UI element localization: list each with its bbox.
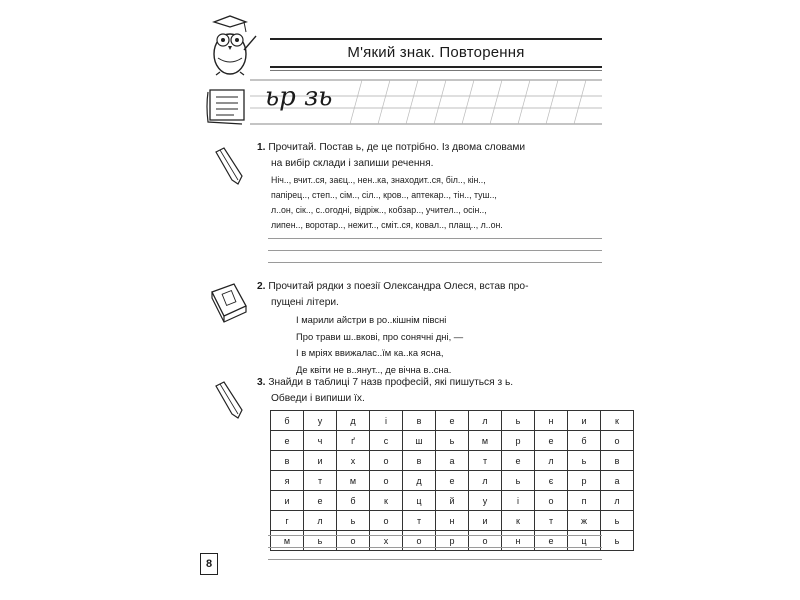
grid-cell[interactable]: о (535, 491, 568, 511)
poem-line: І марили айстри в ро..кішнім півсні (296, 314, 447, 325)
grid-cell[interactable]: е (535, 431, 568, 451)
task-2-instruction (257, 279, 602, 311)
grid-cell[interactable]: и (271, 491, 304, 511)
grid-cell[interactable]: і (370, 411, 403, 431)
grid-cell[interactable]: н (436, 511, 469, 531)
grid-cell[interactable]: в (403, 411, 436, 431)
grid-cell[interactable]: е (436, 471, 469, 491)
task-3-number: 3. (257, 377, 266, 388)
grid-cell[interactable]: г (271, 511, 304, 531)
grid-cell[interactable]: ь (502, 411, 535, 431)
grid-cell[interactable]: ж (568, 511, 601, 531)
grid-cell[interactable]: е (535, 531, 568, 551)
grid-cell[interactable]: т (535, 511, 568, 531)
grid-cell[interactable]: о (370, 511, 403, 531)
task-1-words (271, 173, 603, 233)
owl-teacher-icon (200, 14, 258, 76)
grid-cell[interactable]: с (370, 431, 403, 451)
grid-cell[interactable]: п (568, 491, 601, 511)
page-title: М'який знак. Повторення (270, 38, 602, 68)
grid-cell[interactable]: и (304, 451, 337, 471)
grid-cell[interactable]: б (271, 411, 304, 431)
grid-cell[interactable]: у (304, 411, 337, 431)
grid-cell[interactable]: и (469, 511, 502, 531)
task-2-line2: пущені літери. (271, 297, 339, 308)
task-2-line1: Прочитай рядки з поезії Олександра Олеся, встав про- (268, 281, 529, 292)
task-1-line1: Прочитай. Постав ь, де це потрібно. Із двома словами (268, 142, 526, 153)
grid-cell[interactable]: е (436, 411, 469, 431)
task-2-number: 2. (257, 281, 266, 292)
poem-line: Про трави ш..вкові, про сонячні дні, — (296, 330, 464, 342)
pencil-icon (212, 146, 246, 186)
letter-grid (270, 410, 634, 551)
poem-line: І в мріях ввижалас..їм ка..ка ясна, (296, 347, 444, 358)
grid-cell[interactable]: н (535, 411, 568, 431)
grid-cell[interactable]: р (568, 471, 601, 491)
grid-cell[interactable]: л (535, 451, 568, 471)
grid-cell[interactable]: а (436, 451, 469, 471)
grid-cell[interactable]: л (469, 411, 502, 431)
grid-cell[interactable]: т (469, 451, 502, 471)
grid-row (271, 411, 634, 431)
grid-cell[interactable]: ч (304, 431, 337, 451)
answer-line (268, 547, 602, 548)
answer-line (268, 262, 602, 263)
grid-cell[interactable]: у (469, 491, 502, 511)
task-3-line2: Обведи і випиши їх. (271, 393, 365, 404)
grid-cell[interactable]: н (502, 531, 535, 551)
grid-row (271, 451, 634, 471)
grid-cell[interactable]: ь (568, 451, 601, 471)
grid-row (271, 491, 634, 511)
grid-cell[interactable]: ц (568, 531, 601, 551)
grid-cell[interactable]: м (337, 471, 370, 491)
grid-cell[interactable]: ґ (337, 431, 370, 451)
grid-cell[interactable]: ь (502, 471, 535, 491)
grid-cell[interactable]: м (469, 431, 502, 451)
title-rule (270, 70, 602, 71)
grid-cell[interactable]: б (568, 431, 601, 451)
grid-cell[interactable]: о (337, 531, 370, 551)
grid-cell[interactable]: х (370, 531, 403, 551)
grid-cell[interactable]: в (403, 451, 436, 471)
task-1-number: 1. (257, 142, 266, 153)
answer-line (268, 535, 602, 536)
grid-cell[interactable]: е (502, 451, 535, 471)
grid-cell[interactable]: о (370, 471, 403, 491)
grid-cell[interactable]: к (370, 491, 403, 511)
grid-cell[interactable]: я (271, 471, 304, 491)
task-1-line2: на вибір склади і запиши речення. (271, 158, 434, 169)
pencil-icon (212, 380, 246, 420)
poem-line: Де квіти не в..янут.., де вічна в..сна. (296, 363, 452, 375)
grid-cell[interactable]: т (304, 471, 337, 491)
grid-cell[interactable]: х (337, 451, 370, 471)
grid-cell[interactable]: р (436, 531, 469, 551)
poem (296, 312, 596, 378)
grid-cell[interactable]: о (469, 531, 502, 551)
grid-cell[interactable]: о (601, 431, 634, 451)
grid-cell[interactable]: м (271, 531, 304, 551)
grid-cell[interactable]: ь (337, 511, 370, 531)
notebook-icon (204, 86, 252, 128)
grid-cell[interactable]: о (403, 531, 436, 551)
grid-cell[interactable]: й (436, 491, 469, 511)
grid-cell[interactable]: о (370, 451, 403, 471)
grid-cell[interactable]: л (601, 491, 634, 511)
grid-cell[interactable]: е (271, 431, 304, 451)
word-line: липен.., воротар.., нежит.., сміт..ся, ковал.., плащ.., л..он. (271, 220, 503, 230)
cursive-sample: ьр зь (265, 82, 333, 112)
grid-cell[interactable]: ь (601, 511, 634, 531)
grid-cell[interactable]: т (403, 511, 436, 531)
answer-line (268, 238, 602, 239)
grid-cell[interactable]: ь (601, 531, 634, 551)
word-line: л..он, сік.., с..огодні, відріж.., кобзар.., учител.., осін.., (271, 205, 487, 215)
grid-cell[interactable]: а (601, 471, 634, 491)
grid-cell[interactable]: р (502, 431, 535, 451)
grid-cell[interactable]: д (337, 411, 370, 431)
grid-cell[interactable]: к (502, 511, 535, 531)
grid-cell[interactable]: ш (403, 431, 436, 451)
grid-cell[interactable]: ь (436, 431, 469, 451)
word-line: Ніч.., вчит..ся, заєц.., нен..ка, знаходит..ся, біл.., кін.., (271, 175, 486, 185)
grid-cell[interactable]: в (271, 451, 304, 471)
grid-row (271, 511, 634, 531)
grid-cell[interactable]: и (568, 411, 601, 431)
grid-cell[interactable]: в (601, 451, 634, 471)
page-number: 8 (200, 553, 218, 575)
task-3-instruction (257, 375, 602, 407)
grid-cell[interactable]: е (304, 491, 337, 511)
grid-cell[interactable]: л (304, 511, 337, 531)
answer-line (268, 559, 602, 560)
answer-line (268, 250, 602, 251)
word-line: папірец.., степ.., сім.., сіл.., кров.., аптекар.., тін.., туш.., (271, 190, 497, 200)
grid-cell[interactable]: є (535, 471, 568, 491)
grid-cell[interactable]: л (469, 471, 502, 491)
book-icon (206, 280, 250, 324)
grid-row (271, 431, 634, 451)
grid-cell[interactable]: к (601, 411, 634, 431)
grid-cell[interactable]: і (502, 491, 535, 511)
task-3-line1: Знайди в таблиці 7 назв професій, які пишуться з ь. (268, 377, 514, 388)
grid-cell[interactable]: ь (304, 531, 337, 551)
grid-cell[interactable]: д (403, 471, 436, 491)
grid-row (271, 471, 634, 491)
grid-cell[interactable]: ц (403, 491, 436, 511)
grid-cell[interactable]: б (337, 491, 370, 511)
task-1-instruction (257, 140, 602, 172)
